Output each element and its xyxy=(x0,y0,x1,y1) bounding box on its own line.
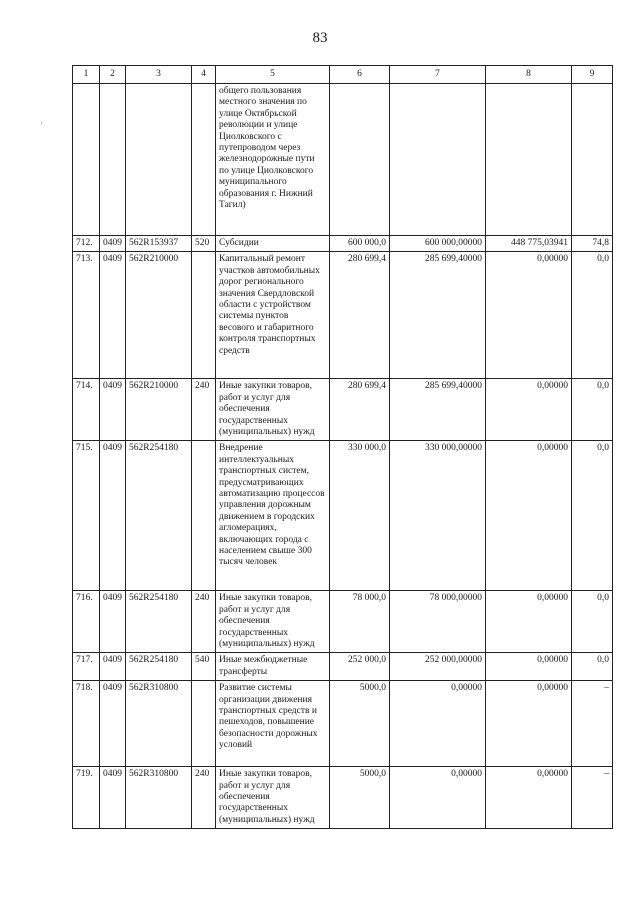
budget-table xyxy=(72,65,613,829)
header-cell: 6 xyxy=(330,66,390,84)
row-type: 240 xyxy=(192,767,216,829)
row-executed: 0,00000 xyxy=(486,681,572,767)
row-plan: 78 000,0 xyxy=(330,591,390,653)
page-number: 83 xyxy=(312,30,328,46)
table-row xyxy=(73,236,613,252)
row-approved: 78 000,00000 xyxy=(390,591,486,653)
row-section: 0409 xyxy=(100,379,126,441)
row-target: 562R254180 xyxy=(126,441,192,591)
row-type xyxy=(192,252,216,379)
row-percent: 74,8 xyxy=(572,236,613,252)
row-number: 714. xyxy=(73,379,100,441)
table-row xyxy=(73,591,613,653)
row-type xyxy=(192,441,216,591)
row-executed: 0,00000 xyxy=(486,653,572,681)
row-percent: 0,0 xyxy=(572,379,613,441)
row-plan: 5000,0 xyxy=(330,681,390,767)
row-section: 0409 xyxy=(100,767,126,829)
row-target: 562R153937 xyxy=(126,236,192,252)
row-percent: 0,0 xyxy=(572,252,613,379)
row-number: 719. xyxy=(73,767,100,829)
row-section: 0409 xyxy=(100,653,126,681)
row-plan: 280 699,4 xyxy=(330,252,390,379)
header-cell: 7 xyxy=(390,66,486,84)
table-row xyxy=(73,441,613,591)
row-name: общего пользования местного значения по улице Октябрьской революции и улице Циолковского с путепроводом через железнодорожные пути по улице Циолковского муниципального образования г. Нижний Тагил) xyxy=(216,84,330,236)
header-cell: 8 xyxy=(486,66,572,84)
table-row xyxy=(73,681,613,767)
table-row xyxy=(73,767,613,829)
row-number: 715. xyxy=(73,441,100,591)
continuation-row xyxy=(73,84,613,236)
row-number: 713. xyxy=(73,252,100,379)
row-section: 0409 xyxy=(100,252,126,379)
row-type xyxy=(192,681,216,767)
header-cell: 2 xyxy=(100,66,126,84)
row-executed: 448 775,03941 xyxy=(486,236,572,252)
header-cell: 5 xyxy=(216,66,330,84)
row-percent: 0,0 xyxy=(572,653,613,681)
row-executed: 0,00000 xyxy=(486,252,572,379)
header-cell: 9 xyxy=(572,66,613,84)
row-plan: 5000,0 xyxy=(330,767,390,829)
row-plan: 280 699,4 xyxy=(330,379,390,441)
table-row xyxy=(73,379,613,441)
table-row xyxy=(73,653,613,681)
row-plan: 330 000,0 xyxy=(330,441,390,591)
table-row xyxy=(73,252,613,379)
row-percent: 0,0 xyxy=(572,441,613,591)
row-name: Развитие системы организации движения транспортных средств и пешеходов, повышение безопасности дорожных условий xyxy=(216,681,330,767)
row-section: 0409 xyxy=(100,441,126,591)
row-number: 718. xyxy=(73,681,100,767)
row-approved: 285 699,40000 xyxy=(390,379,486,441)
row-plan: 252 000,0 xyxy=(330,653,390,681)
header-row xyxy=(73,66,613,84)
row-section: 0409 xyxy=(100,681,126,767)
row-type: 240 xyxy=(192,591,216,653)
row-target: 562R310800 xyxy=(126,681,192,767)
header-cell: 3 xyxy=(126,66,192,84)
row-section: 0409 xyxy=(100,591,126,653)
header-cell: 4 xyxy=(192,66,216,84)
row-target: 562R254180 xyxy=(126,653,192,681)
row-executed: 0,00000 xyxy=(486,767,572,829)
row-type: 540 xyxy=(192,653,216,681)
row-approved: 0,00000 xyxy=(390,767,486,829)
row-name: Иные закупки товаров, работ и услуг для обеспечения государственных (муниципальных) нужд xyxy=(216,767,330,829)
row-name: Капитальный ремонт участков автомобильных дорог регионального значения Свердловской области с устройством системы пунктов весового и габаритного контроля транспортных средств xyxy=(216,252,330,379)
row-name: Иные закупки товаров, работ и услуг для обеспечения государственных (муниципальных) нужд xyxy=(216,591,330,653)
row-percent: – xyxy=(572,681,613,767)
row-name: Внедрение интеллектуальных транспортных систем, предусматривающих автоматизацию процессов управления дорожным движением в городских агломерациях, включающих города с населением свыше 300 тысяч человек xyxy=(216,441,330,591)
row-executed: 0,00000 xyxy=(486,379,572,441)
row-number: 717. xyxy=(73,653,100,681)
row-type: 520 xyxy=(192,236,216,252)
row-target: 562R310800 xyxy=(126,767,192,829)
row-percent: – xyxy=(572,767,613,829)
row-plan: 600 000,0 xyxy=(330,236,390,252)
header-cell: 1 xyxy=(73,66,100,84)
scan-speck: · xyxy=(40,118,43,128)
row-approved: 285 699,40000 xyxy=(390,252,486,379)
row-approved: 252 000,00000 xyxy=(390,653,486,681)
row-name: Субсидии xyxy=(216,236,330,252)
row-approved: 330 000,00000 xyxy=(390,441,486,591)
row-percent: 0,0 xyxy=(572,591,613,653)
row-target: 562R210000 xyxy=(126,252,192,379)
row-name: Иные закупки товаров, работ и услуг для обеспечения государственных (муниципальных) нужд xyxy=(216,379,330,441)
row-approved: 0,00000 xyxy=(390,681,486,767)
row-approved: 600 000,00000 xyxy=(390,236,486,252)
row-target: 562R210000 xyxy=(126,379,192,441)
row-name: Иные межбюджетные трансферты xyxy=(216,653,330,681)
row-executed: 0,00000 xyxy=(486,591,572,653)
row-target: 562R254180 xyxy=(126,591,192,653)
row-executed: 0,00000 xyxy=(486,441,572,591)
row-number: 716. xyxy=(73,591,100,653)
row-type: 240 xyxy=(192,379,216,441)
row-number: 712. xyxy=(73,236,100,252)
row-section: 0409 xyxy=(100,236,126,252)
